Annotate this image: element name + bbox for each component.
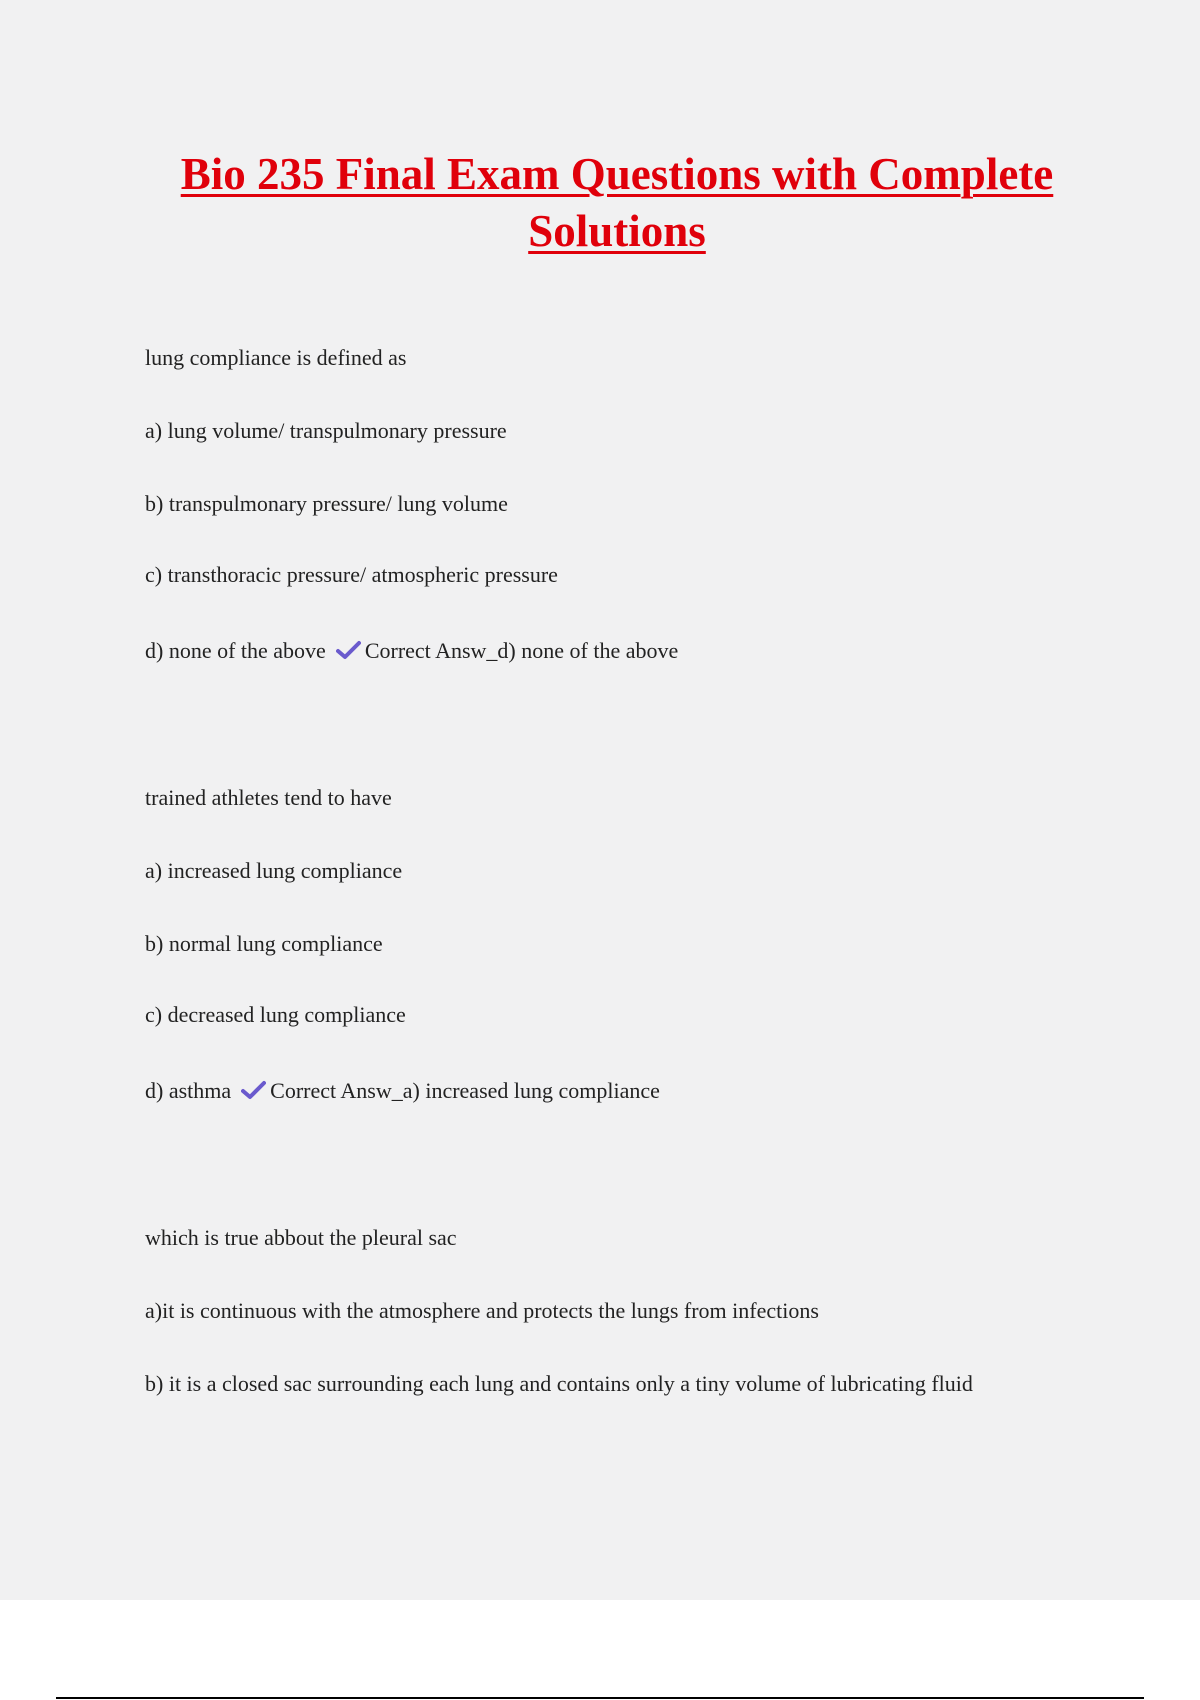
question-2-option-a: a) increased lung compliance <box>145 858 403 883</box>
question-2-answer: Correct Answ_a) increased lung compliance <box>270 1078 660 1103</box>
question-1-option-b: b) transpulmonary pressure/ lung volume <box>145 491 508 516</box>
question-1-option-d-row <box>145 638 678 664</box>
question-2-prompt: trained athletes tend to have <box>145 785 392 810</box>
question-2-option-b: b) normal lung compliance <box>145 931 383 956</box>
checkmark-icon <box>336 640 361 660</box>
footer-divider <box>56 1697 1144 1699</box>
question-2-option-c: c) decreased lung compliance <box>145 1002 406 1027</box>
question-2-option-d-row <box>145 1078 660 1104</box>
question-3-option-b: b) it is a closed sac surrounding each lung and contains only a tiny volume of lubricating fluid <box>145 1371 973 1396</box>
question-3-prompt: which is true abbout the pleural sac <box>145 1225 457 1250</box>
document-title: Bio 235 Final Exam Questions with Complete Solutions <box>180 149 1054 256</box>
checkmark-icon <box>241 1080 266 1100</box>
question-1-option-d: d) none of the above <box>145 638 326 663</box>
question-3-option-a: a)it is continuous with the atmosphere and protects the lungs from infections <box>145 1298 819 1323</box>
question-1-prompt: lung compliance is defined as <box>145 345 407 370</box>
question-2-option-d: d) asthma <box>145 1078 232 1103</box>
question-1-answer: Correct Answ_d) none of the above <box>364 638 679 663</box>
question-1-option-a: a) lung volume/ transpulmonary pressure <box>145 418 507 443</box>
question-1-option-c: c) transthoracic pressure/ atmospheric pressure <box>145 562 558 587</box>
